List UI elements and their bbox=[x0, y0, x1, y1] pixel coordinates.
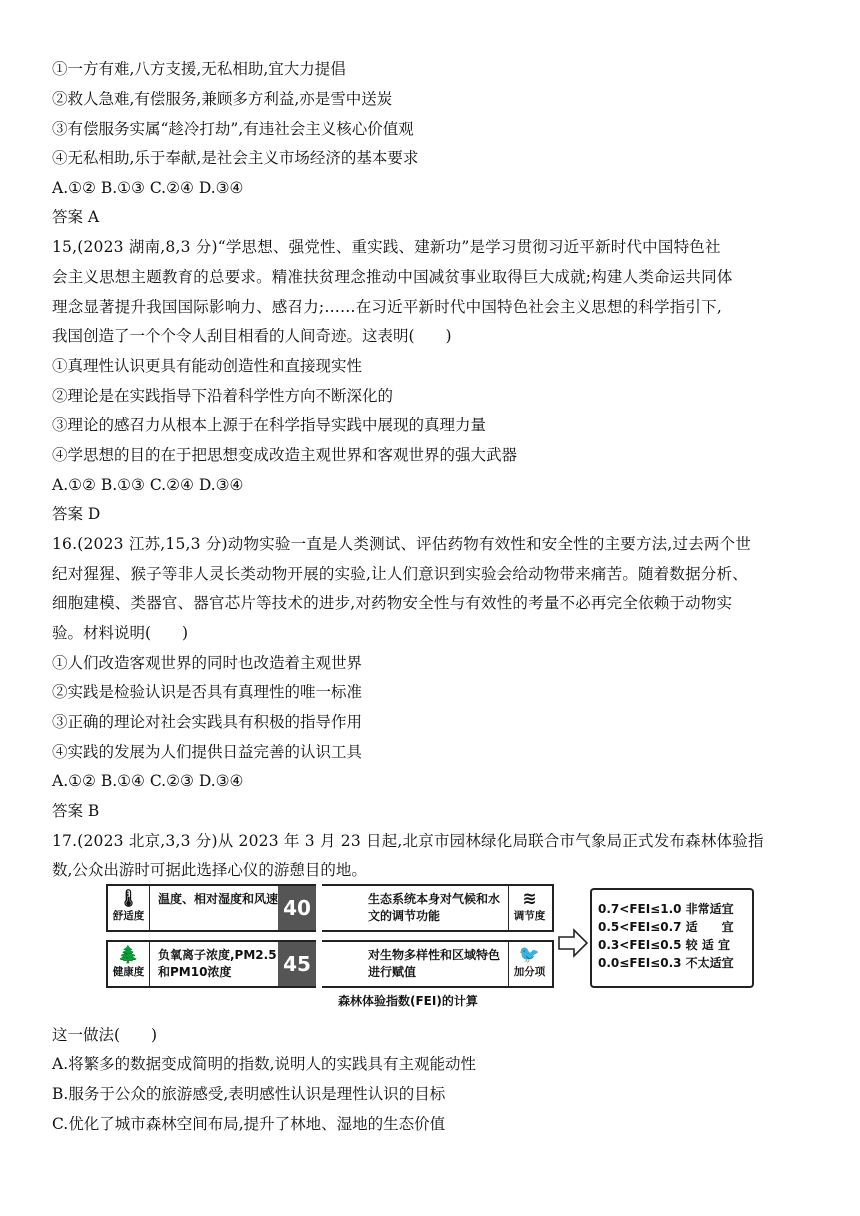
bird-icon: 🐦 bbox=[518, 945, 541, 965]
comfort-score: 40 bbox=[278, 886, 316, 930]
option-3: ③理论的感召力从根本上源于在科学指导实践中展现的真理力量 bbox=[52, 416, 487, 434]
bonus-box bbox=[322, 940, 554, 988]
choices: A.①② B.①③ C.②④ D.③④ bbox=[52, 476, 244, 494]
choices: A.①② B.①③ C.②④ D.③④ bbox=[52, 179, 244, 197]
question-17-text: 17.(2023 北京,3,3 分)从 2023 年 3 月 23 日起,北京市园林绿化局联合市气象局正式发布森林体验指 bbox=[52, 832, 764, 850]
question-15-text: 我国创造了一个个令人刮目相看的人间奇迹。这表明( ) bbox=[52, 327, 452, 345]
option-1: ①真理性认识更具有能动创造性和直接现实性 bbox=[52, 357, 363, 375]
thermometer-icon: 🌡 bbox=[117, 889, 140, 909]
option-3: ③有偿服务实属“趁冷打劫”,有违社会主义核心价值观 bbox=[52, 120, 414, 138]
option-1: ①人们改造客观世界的同时也改造着主观世界 bbox=[52, 654, 363, 672]
regulation-box bbox=[322, 884, 554, 932]
bonus-desc: 对生物多样性和区域特色进行赋值 bbox=[368, 948, 501, 979]
option-2: ②理论是在实践指导下沿着科学性方向不断深化的 bbox=[52, 387, 394, 405]
range-1: 0.7<FEI≤1.0 非常适宜 bbox=[598, 902, 734, 916]
health-label: 健康度 bbox=[112, 966, 145, 978]
question-16-text: 验。材料说明( ) bbox=[52, 624, 189, 642]
question-15-text: 15,(2023 湖南,8,3 分)“学思想、强党性、重实践、建新功”是学习贯彻习近平新时代中国特色社 bbox=[52, 238, 721, 256]
answer: 答案 A bbox=[52, 208, 100, 226]
health-desc: 负氧离子浓度,PM2.5和PM10浓度 bbox=[158, 948, 277, 979]
comfort-label: 舒适度 bbox=[112, 910, 145, 922]
arrow-right-icon bbox=[558, 928, 588, 958]
option-4: ④学思想的目的在于把思想变成改造主观世界和客观世界的强大武器 bbox=[52, 446, 518, 464]
question-16-text: 纪对猩猩、猴子等非人灵长类动物开展的实验,让人们意识到实验会给动物带来痛苦。随着数据分析、 bbox=[52, 565, 748, 583]
fei-figure bbox=[106, 884, 756, 1014]
question-16-text: 16.(2023 江苏,15,3 分)动物实验一直是人类测试、评估药物有效性和安全性的主要方法,过去两个世 bbox=[52, 535, 752, 553]
question-16-text: 细胞建模、类器官、器官芯片等技术的进步,对药物安全性与有效性的考量不必再完全依赖于动物实 bbox=[52, 594, 733, 612]
regulation-desc: 生态系统本身对气候和水文的调节功能 bbox=[368, 892, 501, 923]
regulation-label: 调节度 bbox=[513, 910, 546, 922]
water-wave-icon: ≋ bbox=[522, 889, 537, 909]
option-4: ④实践的发展为人们提供日益完善的认识工具 bbox=[52, 743, 363, 761]
range-2: 0.5<FEI≤0.7 适 宜 bbox=[598, 920, 734, 934]
choices: A.①② B.①④ C.②③ D.③④ bbox=[52, 772, 244, 790]
bonus-label: 加分项 bbox=[513, 966, 546, 978]
health-score: 45 bbox=[278, 942, 316, 986]
question-15-text: 理念显著提升我国国际影响力、感召力;……在习近平新时代中国特色社会主义思想的科学指引下, bbox=[52, 298, 722, 316]
question-17-stem: 这一做法( ) bbox=[52, 1026, 158, 1044]
forest-icon: 🌲 bbox=[117, 945, 140, 965]
choice-c: C.优化了城市森林空间布局,提升了林地、湿地的生态价值 bbox=[52, 1115, 446, 1133]
answer: 答案 B bbox=[52, 802, 100, 820]
figure-caption: 森林体验指数(FEI)的计算 bbox=[338, 994, 478, 1008]
option-2: ②救人急难,有偿服务,兼顾多方利益,亦是雪中送炭 bbox=[52, 90, 393, 108]
option-3: ③正确的理论对社会实践具有积极的指导作用 bbox=[52, 713, 363, 731]
question-15-text: 会主义思想主题教育的总要求。精准扶贫理念推动中国减贫事业取得巨大成就;构建人类命运共同体 bbox=[52, 268, 733, 286]
choice-b: B.服务于公众的旅游感受,表明感性认识是理性认识的目标 bbox=[52, 1085, 446, 1103]
fei-range-box bbox=[590, 888, 754, 988]
range-3: 0.3<FEI≤0.5 较 适 宜 bbox=[598, 938, 731, 952]
option-2: ②实践是检验认识是否具有真理性的唯一标准 bbox=[52, 683, 363, 701]
question-17-text: 数,公众出游时可据此选择心仪的游憩目的地。 bbox=[52, 861, 367, 879]
choice-a: A.将繁多的数据变成简明的指数,说明人的实践具有主观能动性 bbox=[52, 1055, 477, 1073]
answer: 答案 D bbox=[52, 505, 101, 523]
comfort-icon-cell bbox=[108, 886, 150, 930]
option-1: ①一方有难,八方支援,无私相助,宜大力提倡 bbox=[52, 60, 346, 78]
option-4: ④无私相助,乐于奉献,是社会主义市场经济的基本要求 bbox=[52, 149, 419, 167]
regulation-icon-cell bbox=[508, 886, 550, 930]
range-4: 0.0≤FEI≤0.3 不太适宜 bbox=[598, 956, 734, 970]
health-icon-cell bbox=[108, 942, 150, 986]
comfort-desc: 温度、相对湿度和风速 bbox=[158, 892, 279, 906]
bonus-icon-cell bbox=[508, 942, 550, 986]
